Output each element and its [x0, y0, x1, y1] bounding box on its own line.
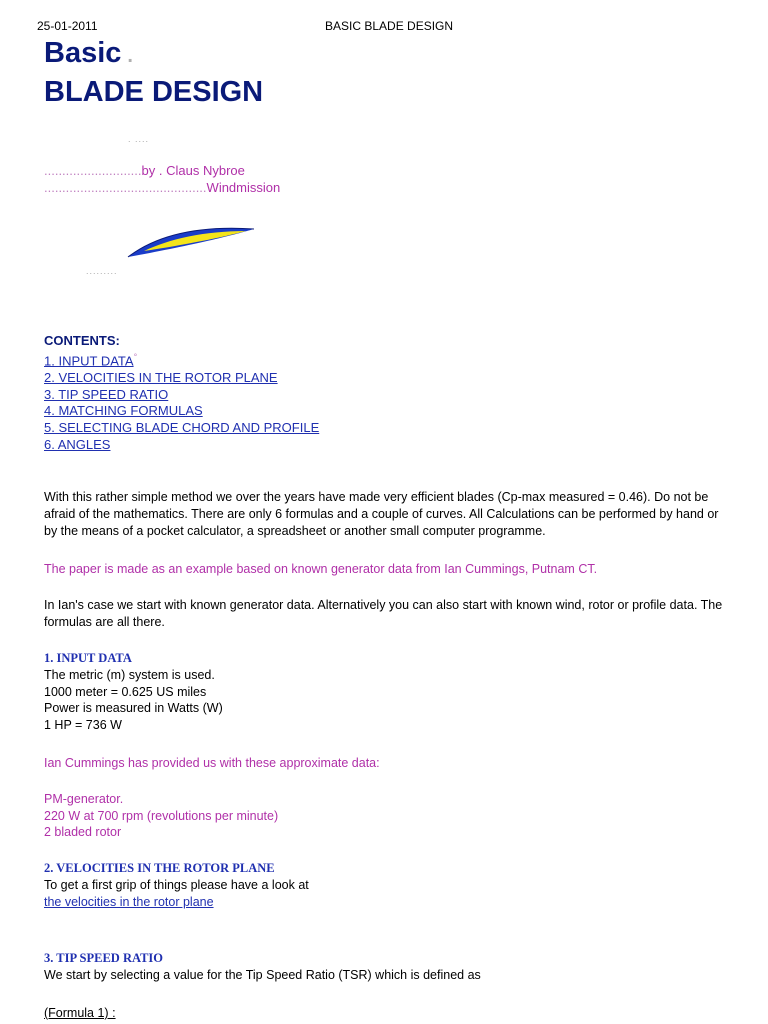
text-line: 2 bladed rotor: [44, 825, 122, 839]
section-heading-tip-speed-ratio: 3. TIP SPEED RATIO: [44, 951, 164, 965]
toc-link-matching-formulas[interactable]: 4. MATCHING FORMULAS: [44, 403, 203, 419]
text-line: Power is measured in Watts (W): [44, 701, 223, 715]
doc-title-line2: BLADE DESIGN: [44, 76, 264, 108]
text-line: 1 HP = 736 W: [44, 717, 122, 732]
title-word: Basic: [44, 37, 122, 69]
provided-data-text: Ian Cummings has provided us with these approximate data:: [44, 756, 380, 770]
toc-link-angles[interactable]: 6. ANGLES: [44, 436, 111, 452]
author-line: [44, 163, 245, 178]
header-title: BASIC BLADE DESIGN: [325, 19, 454, 33]
toc-link-velocities[interactable]: 2. VELOCITIES IN THE ROTOR PLANE: [44, 370, 278, 386]
text-line: To get a first grip of things please have a look at: [44, 878, 309, 892]
input-data-lines: [44, 667, 223, 733]
contents-heading: CONTENTS:: [44, 333, 120, 348]
text-line: PM-generator.: [44, 792, 124, 806]
title-dot: .: [127, 45, 133, 67]
tsr-text: We start by selecting a value for the Tip Speed Ratio (TSR) which is defined as: [44, 968, 481, 982]
table-of-contents: [44, 349, 319, 454]
text-line: 220 W at 700 rpm (revolutions per minute): [44, 808, 279, 823]
header-date: 25-01-2011: [37, 19, 98, 33]
organization-line: [44, 180, 280, 195]
organization-name: Windmission: [206, 180, 281, 195]
source-note: The paper is made as an example based on known generator data from Ian Cummings, Putnam CT.: [44, 562, 598, 576]
author-leader: ...........................: [44, 163, 142, 178]
decorative-dots: . ....: [128, 134, 150, 144]
intro-paragraph: With this rather simple method we over the years have made very efficient blades (Cp-max measured = 0.46). Do not be afraid of the mathematics. There are only 6 formulas and a couple of curves. All Calculations can be performed by hand or by the means of a pocket calculator, a spreadsheet or another small computer programme.: [44, 490, 719, 538]
doc-title-line1: [44, 37, 133, 70]
velocities-link[interactable]: the velocities in the rotor plane: [44, 894, 214, 909]
organization-leader: .............................................: [44, 180, 207, 195]
text-line: 1000 meter = 0.625 US miles: [44, 684, 207, 699]
blade-profile-image: [124, 215, 264, 263]
section-heading-velocities: 2. VELOCITIES IN THE ROTOR PLANE: [44, 861, 275, 875]
text-line: The metric (m) system is used.: [44, 668, 215, 682]
section-heading-input-data: 1. INPUT DATA: [44, 651, 132, 665]
formula-label: (Formula 1) :: [44, 1006, 116, 1020]
author-name: by . Claus Nybroe: [141, 163, 245, 178]
generator-data-lines: [44, 791, 278, 841]
toc-link-input-data[interactable]: 1. INPUT DATA°: [44, 352, 138, 369]
toc-link-tip-speed-ratio[interactable]: 3. TIP SPEED RATIO: [44, 386, 169, 402]
decorative-dots-under: .........: [86, 266, 118, 276]
approach-paragraph: In Ian's case we start with known generator data. Alternatively you can also start with known wind, rotor or profile data. The formulas are all there.: [44, 598, 723, 629]
toc-link-blade-chord[interactable]: 5. SELECTING BLADE CHORD AND PROFILE: [44, 420, 320, 436]
velocities-text: [44, 877, 309, 910]
